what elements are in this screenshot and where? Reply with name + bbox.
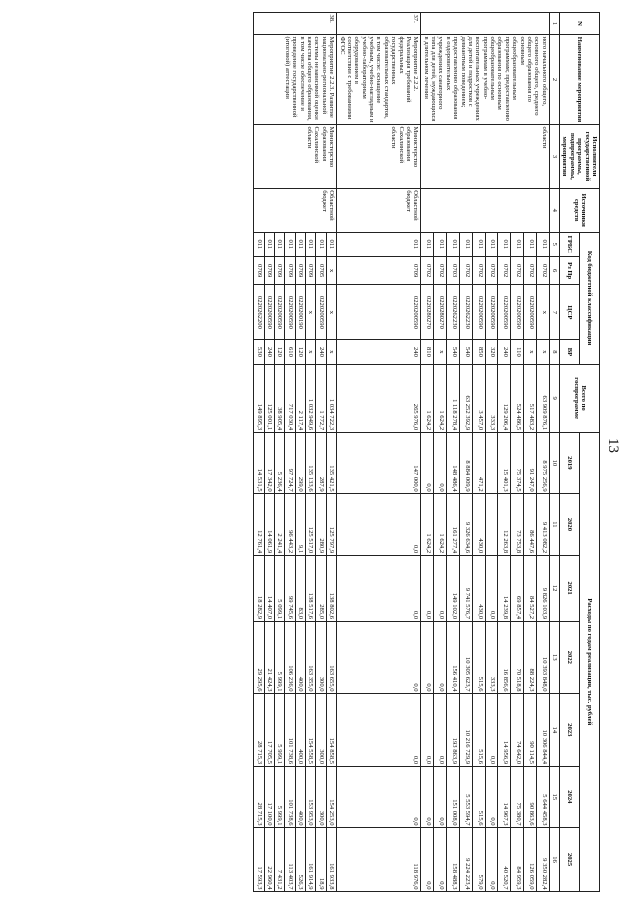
cell-value: x — [326, 256, 336, 285]
executor: области — [421, 125, 549, 189]
cell-value: 149 895,3 — [254, 364, 264, 432]
cell-value: x — [434, 340, 447, 364]
cell-value: 517 483,2 — [524, 364, 537, 432]
cell-value: 011 — [459, 232, 472, 256]
cell-value: 400,0 — [295, 621, 305, 694]
column-number: 2 — [549, 34, 559, 124]
column-number: 8 — [549, 340, 559, 364]
cell-value: 430,0 — [472, 555, 485, 621]
cell-value: 011 — [326, 232, 336, 256]
column-number: 1 — [549, 13, 559, 35]
cell-value: 0702 — [485, 256, 498, 285]
cell-value: x — [326, 340, 336, 364]
cell-value: 74 642,0 — [511, 694, 524, 767]
cell-value: 63 252 392,9 — [459, 364, 472, 432]
funding-source: Областной бюджет — [254, 188, 337, 232]
cell-value: 15 401,3 — [498, 432, 511, 494]
cell-value: 18 282,9 — [254, 555, 264, 621]
cell-value: 0220200590 — [275, 285, 285, 340]
cell-value: 011 — [472, 232, 485, 256]
cell-value: 0220200590 — [316, 285, 326, 340]
cell-value: 0702 — [472, 256, 485, 285]
cell-value: 3 457,0 — [472, 364, 485, 432]
cell-value: 0220200590 — [472, 285, 485, 340]
cell-value: 011 — [536, 232, 549, 256]
cell-value: 17 342,0 — [264, 432, 274, 494]
cell-value: 91 247,0 — [524, 432, 537, 494]
cell-value: 17 705,5 — [264, 694, 274, 767]
cell-value: 69 857,4 — [511, 555, 524, 621]
header-grbs: ГРБС — [560, 232, 580, 256]
measure-name: ного начального общего, основного общего, среднего общего образования по основным общеобразовательным программам; предоставлению образования по основным общеобразовательным программам в учебно-воспитательных учреждениях для детей и подростков с девиантным поведением; предоставлению образования в оздоровительных учреждениях санаторного типа для детей, нуждающихся в длительном лечении — [421, 34, 549, 124]
header-total: Всего по госпрограмме — [560, 364, 600, 432]
cell-value: 011 — [285, 232, 295, 256]
cell-value: 16 856,6 — [498, 621, 511, 694]
column-number: 7 — [549, 285, 559, 340]
cell-value: 320 — [485, 340, 498, 364]
cell-value: 011 — [524, 232, 537, 256]
cell-value: 0709 — [275, 256, 285, 285]
cell-value: 9,1 — [295, 494, 305, 556]
table-row — [326, 13, 336, 892]
cell-value: 28 715,3 — [254, 694, 264, 767]
cell-value: 5 999,1 — [275, 621, 285, 694]
header-exec: Исполнители государственной программы, подпрограммы, мероприятия — [560, 125, 600, 189]
cell-value: 0709 — [254, 256, 264, 285]
cell-value: 011 — [434, 232, 447, 256]
cell-value: 106 236,0 — [285, 621, 295, 694]
cell-value: 011 — [498, 232, 511, 256]
cell-value: 0,0 — [421, 766, 434, 828]
header-n: N — [560, 13, 600, 35]
cell-value: 99 745,6 — [285, 555, 295, 621]
cell-value: 0,0 — [434, 828, 447, 892]
cell-value: x — [306, 340, 316, 364]
cell-value: 0,0 — [337, 555, 421, 621]
cell-value: 011 — [337, 232, 421, 256]
cell-value: 400,0 — [295, 694, 305, 767]
measure-name: Мероприятие 2.2.2. Реализация требований федеральных государственных образовательных стандартов, в том числе: оснащение учебным, учебно-наглядным и учебно-лабораторным оборудованием в соответствии с требованиями ФГОС — [337, 34, 421, 124]
cell-value: 12 761,4 — [254, 494, 264, 556]
cell-value: 1 624,2 — [434, 494, 447, 556]
cell-value: 83,0 — [295, 555, 305, 621]
cell-value: 9 224 223,4 — [459, 828, 472, 892]
cell-value: 0702 — [524, 256, 537, 285]
cell-value: 21 424,3 — [264, 621, 274, 694]
cell-value: 156 410,4 — [447, 621, 460, 694]
cell-value: 126 059,0 — [524, 828, 537, 892]
cell-value: 118 976,0 — [337, 828, 421, 892]
cell-value: 154 253,0 — [326, 766, 336, 828]
cell-value: 0702 — [536, 256, 549, 285]
cell-value: 0220200590 — [337, 285, 421, 340]
column-number: 15 — [549, 766, 559, 828]
column-number: 3 — [549, 125, 559, 189]
cell-value: 148 486,4 — [447, 432, 460, 494]
cell-value: 10 216 729,9 — [459, 694, 472, 767]
cell-value: 9 350 282,4 — [536, 828, 549, 892]
cell-value: 1 624,2 — [421, 494, 434, 556]
cell-value: 0,0 — [337, 494, 421, 556]
cell-value: 147 000,0 — [337, 432, 421, 494]
cell-value: 84 527,2 — [524, 555, 537, 621]
cell-value: 0702 — [511, 256, 524, 285]
column-number: 16 — [549, 828, 559, 892]
cell-value: 5 999,1 — [275, 694, 285, 767]
cell-value — [485, 432, 498, 494]
cell-value: 10 305 623,7 — [459, 621, 472, 694]
cell-value: 0220200590 — [264, 285, 274, 340]
cell-value: 610 — [285, 340, 295, 364]
cell-value: 333,3 — [485, 621, 498, 694]
cell-value: 300,0 — [316, 694, 326, 767]
cell-value: 40 520,7 — [498, 828, 511, 892]
cell-value: 129 206,4 — [498, 364, 511, 432]
cell-value: 0220280270 — [434, 285, 447, 340]
cell-value: 299,0 — [295, 432, 305, 494]
cell-value: 153 953,0 — [306, 766, 316, 828]
cell-value: 9 326 634,6 — [459, 494, 472, 556]
cell-value: 430,0 — [472, 494, 485, 556]
column-number: 9 — [549, 364, 559, 432]
table-row — [337, 13, 421, 892]
cell-value: 011 — [306, 232, 316, 256]
header-src: Источники средств — [560, 188, 600, 232]
column-number: 11 — [549, 494, 559, 556]
cell-value: 151 008,0 — [447, 766, 460, 828]
cell-value: x — [536, 340, 549, 364]
cell-value: 011 — [421, 232, 434, 256]
cell-value: 524 486,5 — [511, 364, 524, 432]
cell-value: 0709 — [264, 256, 274, 285]
cell-value: 135 421,5 — [326, 432, 336, 494]
cell-value: 0,0 — [421, 828, 434, 892]
cell-value: 0220262200 — [254, 285, 264, 340]
cell-value: 154 858,5 — [326, 694, 336, 767]
cell-value: 540 — [459, 340, 472, 364]
cell-value: 5 999,1 — [275, 766, 285, 828]
cell-value: 579,0 — [472, 828, 485, 892]
cell-value: 120 — [295, 340, 305, 364]
cell-value: 8 975 256,9 — [536, 432, 549, 494]
cell-value: 125 001,1 — [264, 364, 274, 432]
cell-value: 0,0 — [485, 828, 498, 892]
header-budget-class: Код бюджетной классификации — [580, 232, 600, 364]
cell-value: 011 — [264, 232, 274, 256]
cell-value: 96 443,2 — [285, 494, 295, 556]
cell-value: 63 909 876,1 — [536, 364, 549, 432]
header-name: Наименование мероприятия — [560, 34, 600, 124]
column-number: 13 — [549, 621, 559, 694]
cell-value: 717 030,4 — [285, 364, 295, 432]
cell-value: 84 959,3 — [511, 828, 524, 892]
cell-value: 011 — [254, 232, 264, 256]
cell-value: 280,9 — [316, 494, 326, 556]
cell-value: 285,0 — [316, 555, 326, 621]
cell-value: 0,0 — [337, 694, 421, 767]
cell-value: 22 960,4 — [264, 828, 274, 892]
cell-value: 0220280270 — [421, 285, 434, 340]
cell-value: 0702 — [434, 256, 447, 285]
cell-value: 515,6 — [472, 694, 485, 767]
cell-value: 540 — [447, 340, 460, 364]
cell-value: 14 967,3 — [498, 766, 511, 828]
cell-value: 9 826 103,9 — [536, 555, 549, 621]
cell-value: 240 — [316, 340, 326, 364]
cell-value: 0220200590 — [498, 285, 511, 340]
cell-value: x — [536, 285, 549, 340]
cell-value: 2 117,4 — [295, 364, 305, 432]
cell-value: 0709 — [295, 256, 305, 285]
cell-value: 161 933,8 — [326, 828, 336, 892]
cell-value: 0,0 — [421, 555, 434, 621]
cell-value: 14 061,9 — [264, 494, 274, 556]
cell-value: 0,0 — [434, 432, 447, 494]
cell-value: 0,0 — [485, 694, 498, 767]
cell-value: 73 753,8 — [511, 494, 524, 556]
header-year: 2024 — [560, 766, 580, 828]
cell-value: 0220200590 — [511, 285, 524, 340]
cell-value: 0220200190 — [295, 285, 305, 340]
column-number: 5 — [549, 232, 559, 256]
cell-value: x — [524, 340, 537, 364]
cell-value: 17 100,0 — [264, 766, 274, 828]
cell-value: 14 239,8 — [498, 555, 511, 621]
cell-value: 0703 — [447, 256, 460, 285]
header-year: 2023 — [560, 694, 580, 767]
cell-value: 1 772,7 — [316, 364, 326, 432]
cell-value: 240 — [337, 340, 421, 364]
executor: Министерство образования Сахалинской области — [254, 125, 337, 189]
header-expenses: Расходы по годам реализации, тыс. рублей — [580, 432, 600, 891]
cell-value: 810 — [421, 340, 434, 364]
table-row — [536, 13, 549, 892]
cell-value: 0705 — [316, 256, 326, 285]
row-number — [421, 13, 549, 35]
cell-value: 38 905,4 — [275, 364, 285, 432]
cell-value: 515,6 — [472, 621, 485, 694]
cell-value: x — [306, 285, 316, 340]
cell-value: 2 241,4 — [275, 494, 285, 556]
column-number: 10 — [549, 432, 559, 494]
cell-value: 101 738,6 — [285, 694, 295, 767]
cell-value: 135 133,6 — [306, 432, 316, 494]
cell-value: 0,0 — [421, 621, 434, 694]
cell-value: 515,6 — [472, 766, 485, 828]
cell-value: 0,0 — [485, 766, 498, 828]
cell-value: 011 — [295, 232, 305, 256]
cell-value: x — [326, 285, 336, 340]
cell-value: 5 553 594,7 — [459, 766, 472, 828]
column-number: 12 — [549, 555, 559, 621]
cell-value: 0220200590 — [524, 285, 537, 340]
cell-value: 0,0 — [434, 555, 447, 621]
header-csr: ЦСР — [560, 285, 580, 340]
cell-value: 75 374,5 — [511, 432, 524, 494]
cell-value: 5 644 458,3 — [536, 766, 549, 828]
cell-value: 125 517,0 — [306, 494, 316, 556]
rotated-table-area — [15, 12, 600, 892]
funding-source: Областной бюджет — [337, 188, 421, 232]
cell-value: 138 802,6 — [326, 555, 336, 621]
cell-value: 300,0 — [316, 621, 326, 694]
cell-value: 0702 — [421, 256, 434, 285]
cell-value: 14 956,9 — [498, 694, 511, 767]
cell-value: 333,3 — [485, 364, 498, 432]
cell-value: 90 863,6 — [524, 766, 537, 828]
cell-value: 0,0 — [337, 766, 421, 828]
cell-value: 154 558,5 — [306, 694, 316, 767]
cell-value: 18,9 — [316, 828, 326, 892]
cell-value: 0709 — [285, 256, 295, 285]
cell-value: 240 — [264, 340, 274, 364]
cell-value: 1 034 722,3 — [326, 364, 336, 432]
cell-value: 120 — [275, 340, 285, 364]
cell-value: 0,0 — [434, 694, 447, 767]
executor: Министерство образования Сахалинской области — [337, 125, 421, 189]
cell-value: 17 593,3 — [254, 828, 264, 892]
cell-value: 1 624,2 — [434, 364, 447, 432]
cell-value — [485, 494, 498, 556]
cell-value: 88 224,3 — [524, 621, 537, 694]
cell-value: 113 403,7 — [285, 828, 295, 892]
cell-value: 110 — [511, 340, 524, 364]
cell-value: 101 738,6 — [285, 766, 295, 828]
cell-value: 193 863,9 — [447, 694, 460, 767]
cell-value: 0220262230 — [447, 285, 460, 340]
cell-value: 0709 — [306, 256, 316, 285]
cell-value: 471,2 — [472, 432, 485, 494]
page-number: 13 — [605, 438, 621, 453]
cell-value: 0220200590 — [485, 285, 498, 340]
cell-value: 9 413 082,2 — [536, 494, 549, 556]
cell-value: 240 — [498, 340, 511, 364]
cell-value: 011 — [275, 232, 285, 256]
cell-value: 0220200590 — [285, 285, 295, 340]
column-number: 14 — [549, 694, 559, 767]
cell-value: 300,0 — [316, 766, 326, 828]
cell-value: 526,3 — [295, 828, 305, 892]
header-year: 2019 — [560, 432, 580, 494]
cell-value: 163 655,0 — [326, 621, 336, 694]
cell-value: 0702 — [459, 256, 472, 285]
measure-name: Мероприятие 2.2.3. Развитие национально-региональной системы независимой оценки качества общего образования, в том числе обеспечение и проведение государственной (итоговой) аттестации — [254, 34, 337, 124]
cell-value: 287,9 — [316, 432, 326, 494]
row-number: 38. — [254, 13, 337, 35]
funding-source — [421, 188, 549, 232]
cell-value: 10 306 844,4 — [536, 694, 549, 767]
cell-value: 86 447,6 — [524, 494, 537, 556]
cell-value: 011 — [511, 232, 524, 256]
column-number: 6 — [549, 256, 559, 285]
cell-value: 90 114,5 — [524, 694, 537, 767]
cell-value: 163 355,0 — [306, 621, 316, 694]
cell-value: 14 531,5 — [254, 432, 264, 494]
cell-value: 850 — [472, 340, 485, 364]
cell-value: 0,0 — [421, 432, 434, 494]
cell-value: 530 — [254, 340, 264, 364]
cell-value: 265 976,0 — [337, 364, 421, 432]
header-year: 2020 — [560, 494, 580, 556]
cell-value: 5 236,4 — [275, 432, 285, 494]
header-rzpr: Рз Пр — [560, 256, 580, 285]
header-vr: ВР — [560, 340, 580, 364]
cell-value: 5 099,1 — [275, 555, 285, 621]
cell-value: 28 715,3 — [254, 766, 264, 828]
cell-value: 0,0 — [337, 621, 421, 694]
cell-value: 400,0 — [295, 766, 305, 828]
cell-value: 0702 — [498, 256, 511, 285]
cell-value: 138 517,6 — [306, 555, 316, 621]
cell-value: 158 488,3 — [447, 828, 460, 892]
cell-value: 011 — [316, 232, 326, 256]
cell-value: 7 431,2 — [275, 828, 285, 892]
cell-value: 0,0 — [421, 694, 434, 767]
cell-value: 149 102,0 — [447, 555, 460, 621]
cell-value: 10 393 848,0 — [536, 621, 549, 694]
cell-value: 12 263,8 — [498, 494, 511, 556]
cell-value: 97 724,7 — [285, 432, 295, 494]
cell-value: 1 032 949,6 — [306, 364, 316, 432]
cell-value: 8 884 009,9 — [459, 432, 472, 494]
cell-value: 161 914,9 — [306, 828, 316, 892]
cell-value: 0,0 — [434, 766, 447, 828]
cell-value: 70 518,8 — [511, 621, 524, 694]
cell-value: 1 118 278,4 — [447, 364, 460, 432]
header-year: 2022 — [560, 621, 580, 694]
header-year: 2025 — [560, 828, 580, 892]
cell-value: 161 277,4 — [447, 494, 460, 556]
row-number: 37. — [337, 13, 421, 35]
cell-value: 29 295,6 — [254, 621, 264, 694]
cell-value: 9 741 576,7 — [459, 555, 472, 621]
cell-value: 75 380,7 — [511, 766, 524, 828]
expenses-table — [253, 12, 600, 892]
cell-value: 125 797,9 — [326, 494, 336, 556]
cell-value: 14 407,0 — [264, 555, 274, 621]
cell-value: 011 — [485, 232, 498, 256]
cell-value: 0,0 — [485, 555, 498, 621]
cell-value: 0,0 — [434, 621, 447, 694]
cell-value: 0220262230 — [459, 285, 472, 340]
column-number: 4 — [549, 188, 559, 232]
cell-value: 0709 — [337, 256, 421, 285]
header-year: 2021 — [560, 555, 580, 621]
cell-value: 011 — [447, 232, 460, 256]
cell-value: 1 624,2 — [421, 364, 434, 432]
